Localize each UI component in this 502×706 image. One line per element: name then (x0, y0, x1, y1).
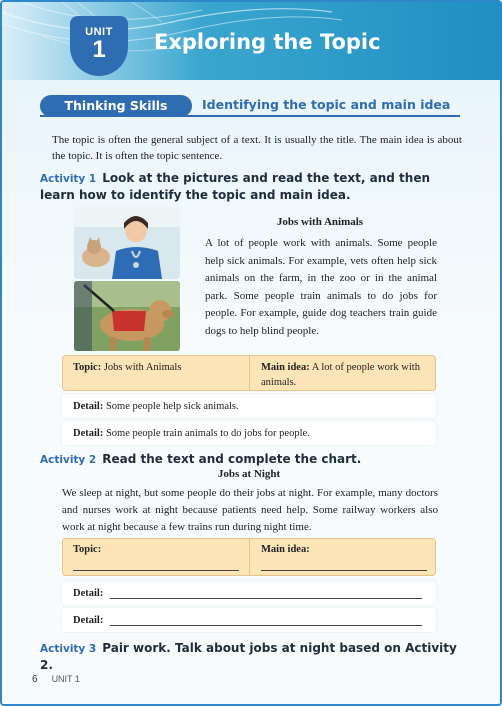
main-idea-label: Main idea: (261, 544, 310, 555)
unit-banner (2, 2, 500, 80)
thinking-skills-pill: Thinking Skills (40, 95, 192, 117)
activity-1-detail-row-2 (62, 421, 436, 445)
activity-3-instruction: Pair work. Talk about jobs at night based on Activity 2. (40, 641, 457, 672)
topic-label: Topic: (73, 362, 102, 373)
vet-with-cat-photo (74, 207, 180, 279)
detail-answer-2-blank[interactable] (110, 614, 422, 626)
article-2-body: We sleep at night, but some people do their jobs at night. For example, many doctors and nurses work at night because patients need help. Some railway workers also work at night because a few trains run during night time. (62, 487, 438, 533)
activity-2-instruction: Read the text and complete the chart. (102, 452, 362, 466)
activity-2-heading (40, 451, 460, 468)
unit-number: 1 (92, 36, 106, 63)
guide-dog-photo (74, 281, 180, 351)
activity-2-label: Activity 2 (40, 454, 97, 466)
main-idea-label: Main idea: (261, 362, 310, 373)
page-title: Exploring the Topic (154, 30, 381, 54)
topic-label: Topic: (73, 544, 102, 555)
footer-unit: UNIT 1 (51, 674, 80, 684)
main-idea-answer-blank[interactable] (261, 559, 427, 571)
topic-answer-cell (73, 542, 101, 557)
detail-1-value: Some people help sick animals. (105, 401, 239, 412)
chart-divider (249, 539, 250, 575)
article-1-title: Jobs with Animals (276, 216, 364, 228)
detail-answer-1-cell (73, 586, 103, 601)
detail-answer-2-cell (73, 613, 103, 628)
activity-3-heading (40, 640, 460, 673)
detail-label: Detail: (73, 615, 104, 626)
page-footer (32, 674, 80, 685)
article-2-title: Jobs at Night (217, 468, 281, 480)
activity-1-label: Activity 1 (40, 173, 97, 185)
guide-dog-illustration (74, 281, 180, 351)
topic-value: Jobs with Animals (103, 362, 182, 373)
main-idea-cell (261, 360, 427, 390)
chart-divider (249, 356, 250, 390)
detail-label: Detail: (73, 588, 104, 599)
article-1-body: A lot of people work with animals. Some people help sick animals. For example, vets often help sick animals on the farm, in the zoo or in the animal park. Some people train animals to do jobs for people. For example, guide dog teachers train guide dogs to help blind people. (205, 237, 437, 337)
detail-label: Detail: (73, 428, 104, 439)
detail-2-value: Some people train animals to do jobs for people. (105, 428, 310, 439)
thinking-skills-header (40, 95, 460, 117)
skill-title: Identifying the topic and main idea (202, 97, 451, 112)
activity-1-topic-main-idea-row (62, 355, 436, 391)
activity-2-topic-main-idea-row (62, 538, 436, 576)
topic-answer-blank[interactable] (73, 559, 239, 571)
unit-word: UNIT (85, 26, 113, 38)
main-idea-answer-cell (261, 542, 310, 557)
detail-2-cell (73, 426, 310, 441)
detail-label: Detail: (73, 401, 104, 412)
main-idea-value: A lot of people work with animals. (261, 362, 420, 388)
page-number: 6 (32, 674, 38, 685)
unit-badge (70, 16, 128, 76)
detail-1-cell (73, 399, 239, 414)
intro-paragraph: The topic is often the general subject of a text. It is usually the title. The main idea is about the topic. It is often the topic sentence. (52, 134, 462, 162)
vet-photo-illustration (74, 207, 180, 279)
detail-answer-1-blank[interactable] (110, 587, 422, 599)
activity-1-detail-row-1 (62, 394, 436, 418)
activity-1-heading (40, 170, 460, 203)
activity-1-instruction: Look at the pictures and read the text, and then learn how to identify the topic and main idea. (40, 171, 431, 202)
topic-cell (73, 360, 181, 375)
activity-2-detail-row-2 (62, 608, 436, 632)
page-content (2, 80, 500, 706)
activity-2-detail-row-1 (62, 581, 436, 605)
activity-3-label: Activity 3 (40, 643, 97, 655)
